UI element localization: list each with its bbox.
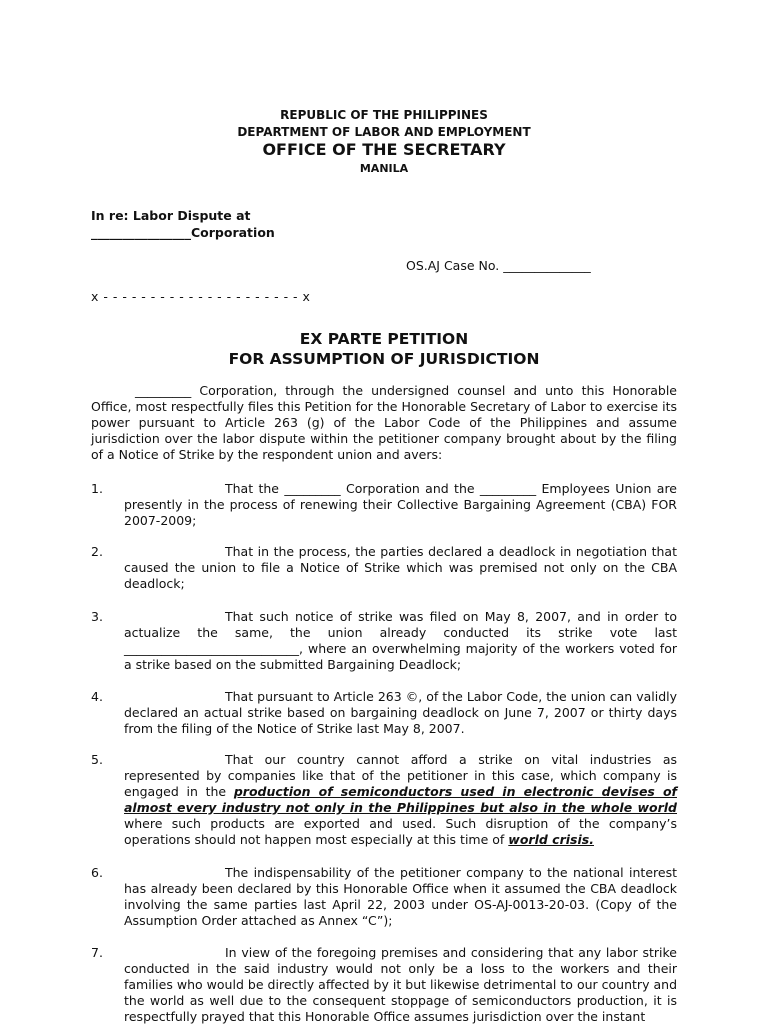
item-text: [124, 752, 677, 848]
petition-subtitle: FOR ASSUMPTION OF JURISDICTION: [228, 350, 540, 368]
item-number: 6.: [91, 865, 103, 880]
item-text: That the _________ Corporation and the _________ Employees Union are presently in the process of renewing their Collective Bargaining Agreement (CBA) FOR 2007-2009;: [124, 481, 677, 528]
item-text: In view of the foregoing premises and considering that any labor strike conducted in the said industry would not only be a loss to the workers and their families who would be directly affected by it but likewise detrimental to our country and the world as well due to the consequent stoppage of semiconductors production, it is respectfully prayed that this Honorable Office assumes jurisdiction over the instant: [124, 945, 677, 1024]
item-text-a: That our country cannot afford a strike on vital industries as represented by companies like that of the petitioner in this case, which company is engaged in the: [124, 752, 677, 799]
item-number: 4.: [91, 689, 103, 704]
item-number: 2.: [91, 544, 103, 559]
caption-in-re: In re: Labor Dispute at: [91, 208, 251, 223]
header-department: DEPARTMENT OF LABOR AND EMPLOYMENT: [237, 125, 531, 139]
item-number: 5.: [91, 752, 103, 767]
item-number: 7.: [91, 945, 103, 960]
item-text: That such notice of strike was filed on May 8, 2007, and in order to actualize the same, the union already conducted its strike vote last ____________________________, where an overwhelming majority of the workers voted for a strike based on the submitted Bargaining Deadlock;: [124, 609, 677, 672]
intro-paragraph: _________ Corporation, through the undersigned counsel and unto this Honorable Office, most respectfully files this Petition for the Honorable Secretary of Labor to exercise its power pursuant to Article 263 (g) of the Labor Code of the Philippines and assume jurisdiction over the labor dispute within the petitioner company brought about by the filing of a Notice of Strike by the respondent union and avers:: [91, 383, 677, 462]
petition-title: EX PARTE PETITION: [299, 330, 469, 348]
item-number: 1.: [91, 481, 103, 496]
caption-corporation: ________________Corporation: [91, 225, 275, 240]
item-text: That in the process, the parties declared a deadlock in negotiation that caused the union to file a Notice of Strike which was premised not only on the CBA deadlock;: [124, 544, 677, 591]
item-text: The indispensability of the petitioner company to the national interest has already been declared by this Honorable Office when it assumed the CBA deadlock involving the same parties last April 22, 2003 under OS-AJ-0013-20-03. (Copy of the Assumption Order attached as Annex “C”);: [124, 865, 677, 928]
emphasis-world-crisis: world crisis.: [508, 832, 594, 847]
item-number: 3.: [91, 609, 103, 624]
caption-x-line: x - - - - - - - - - - - - - - - - - - - - - x: [91, 289, 311, 304]
header-city: MANILA: [359, 162, 409, 175]
emphasis-semiconductors: production of semiconductors used in electronic devises of almost every industry not only in the Philippines but also in the whole world: [124, 784, 677, 815]
item-text-b: where such products are exported and used. Such disruption of the company’s operations should not happen most especially at this time of: [124, 816, 677, 847]
item-text: That pursuant to Article 263 ©, of the Labor Code, the union can validly declared an actual strike based on bargaining deadlock on June 7, 2007 or thirty days from the filing of the Notice of Strike last May 8, 2007.: [124, 689, 677, 736]
header-office: OFFICE OF THE SECRETARY: [262, 140, 506, 159]
case-number: OS.AJ Case No. ______________: [406, 258, 591, 273]
header-republic: REPUBLIC OF THE PHILIPPINES: [280, 108, 488, 122]
